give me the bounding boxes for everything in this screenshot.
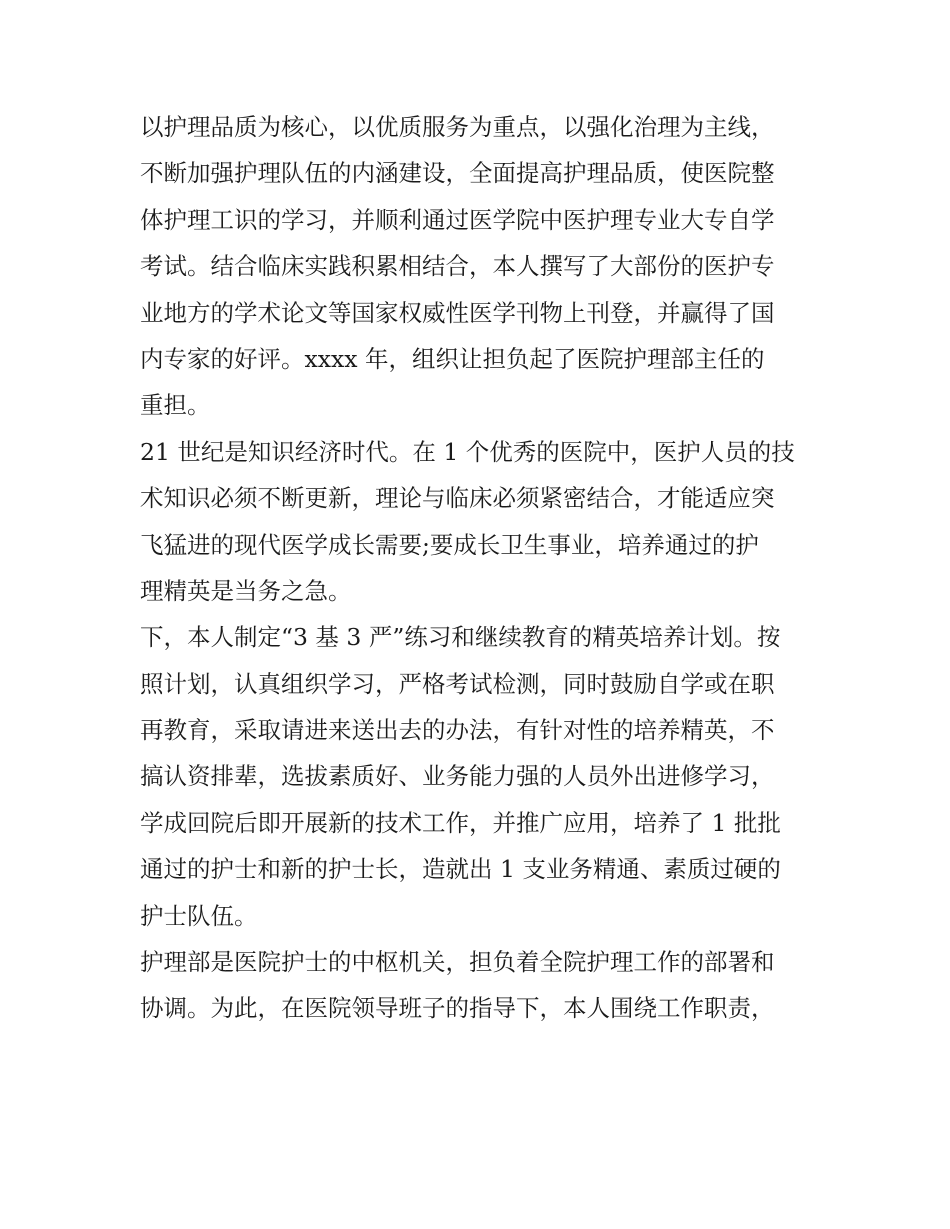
text-line: 再教育，采取请进来送出去的办法，有针对性的培养精英，不	[140, 716, 775, 745]
text-line: 以护理品质为核心，以优质服务为重点，以强化治理为主线，	[140, 113, 775, 141]
text-line: 业地方的学术论文等国家权威性医学刊物上刊登，并赢得了国	[140, 298, 775, 327]
text-line: 照计划，认真组织学习，严格考试检测，同时鼓励自学或在职	[140, 669, 775, 698]
text-line: 协调。为此，在医院领导班子的指导下，本人围绕工作职责，	[140, 994, 775, 1023]
paragraph-1	[140, 104, 820, 429]
text-line: 下，本人制定“3 基 3 严”练习和继续教育的精英培养计划。按	[140, 623, 781, 652]
text-line: 搞认资排辈，选拔素质好、业务能力强的人员外出进修学习，	[140, 762, 775, 791]
paragraph-2	[140, 429, 820, 615]
text-line: 护士队伍。	[140, 901, 258, 930]
text-line: 术知识必须不断更新，理论与临床必须紧密结合，才能适应突	[140, 484, 775, 513]
text-line: 护理部是医院护士的中枢机关，担负着全院护理工作的部署和	[140, 948, 775, 977]
document-body	[140, 104, 820, 1032]
text-line: 21 世纪是知识经济时代。在 1 个优秀的医院中，医护人员的技	[140, 437, 795, 466]
text-line: 体护理工识的学习，并顺利通过医学院中医护理专业大专自学	[140, 205, 775, 234]
text-line: 重担。	[140, 391, 211, 420]
text-line: 内专家的好评。xxxx 年，组织让担负起了医院护理部主任的	[140, 344, 765, 373]
paragraph-4	[140, 939, 820, 1032]
text-line: 考试。结合临床实践积累相结合，本人撰写了大部份的医护专	[140, 252, 775, 281]
text-line: 理精英是当务之急。	[140, 576, 352, 605]
paragraph-3	[140, 614, 820, 939]
text-line: 不断加强护理队伍的内涵建设，全面提高护理品质，使医院整	[140, 159, 775, 188]
text-line: 飞猛进的现代医学成长需要;要成长卫生事业，培养通过的护	[140, 530, 759, 559]
text-line: 学成回院后即开展新的技术工作，并推广应用，培养了 1 批批	[140, 808, 781, 837]
text-line: 通过的护士和新的护士长，造就出 1 支业务精通、素质过硬的	[140, 855, 781, 884]
